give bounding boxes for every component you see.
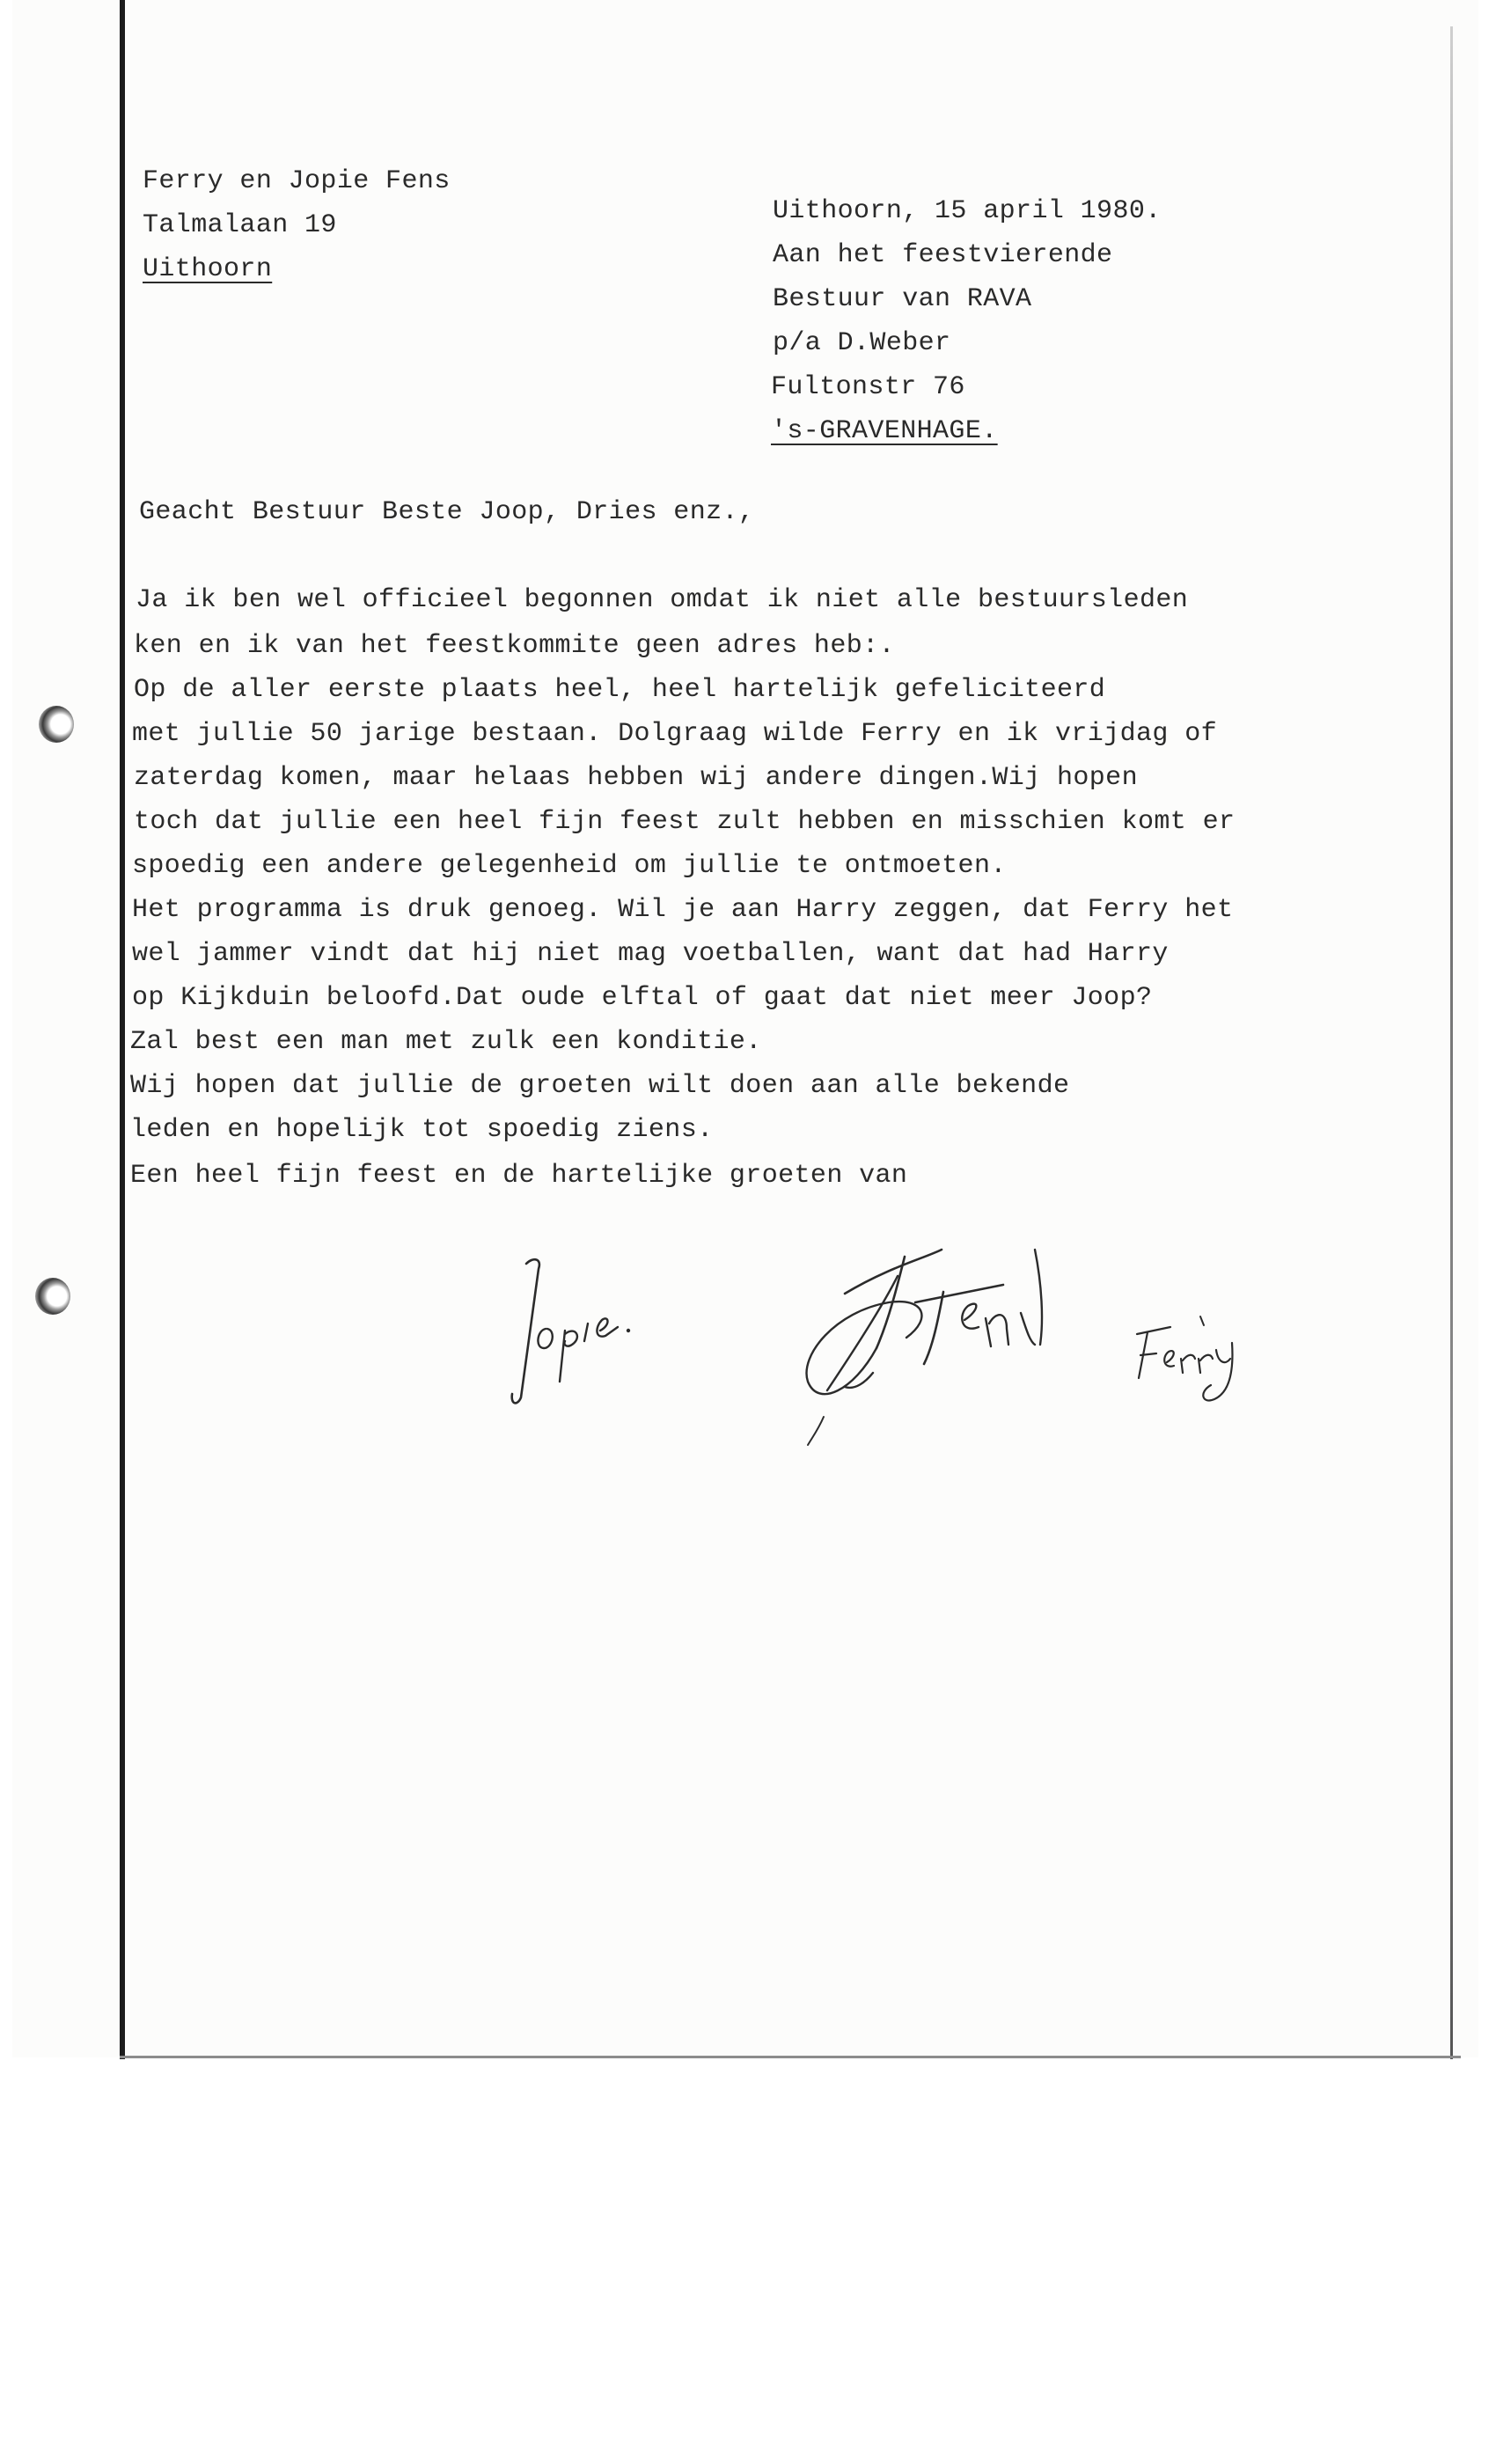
recipient-line-1: Aan het feestvierende <box>773 240 1113 270</box>
body-line: zaterdag komen, maar helaas hebben wij andere dingen.Wij hopen <box>134 763 1138 793</box>
body-line: Op de aller eerste plaats heel, heel hartelijk gefeliciteerd <box>134 675 1106 705</box>
recipient-city: 's-GRAVENHAGE. <box>771 416 998 446</box>
body-line: wel jammer vindt dat hij niet mag voetballen, want dat had Harry <box>132 939 1169 969</box>
body-line: met jullie 50 jarige bestaan. Dolgraag wilde Ferry en ik vrijdag of <box>132 719 1217 749</box>
date-line: Uithoorn, 15 april 1980. <box>773 196 1162 226</box>
signature-ferry-mark <box>792 1214 1126 1470</box>
sender-city: Uithoorn <box>143 254 273 284</box>
recipient-line-3: p/a D.Weber <box>773 328 951 358</box>
body-line: ken en ik van het feestkommite geen adres heb:. <box>134 631 895 661</box>
body-line: Het programma is druk genoeg. Wil je aan Harry zeggen, dat Ferry het <box>132 895 1234 925</box>
body-line: Wij hopen dat jullie de groeten wilt doen aan alle bekende <box>130 1071 1070 1101</box>
signature-ferry-note <box>1126 1308 1250 1413</box>
signature-jopie <box>502 1250 660 1426</box>
body-line: op Kijkduin beloofd.Dat oude elftal of gaat dat niet meer Joop? <box>132 983 1153 1013</box>
page-bottom-edge <box>120 2056 1461 2058</box>
body-line: spoedig een andere gelegenheid om jullie te ontmoeten. <box>132 851 1007 881</box>
sender-street: Talmalaan 19 <box>143 210 337 240</box>
binding-margin-line <box>120 0 125 2059</box>
punch-hole-bottom <box>35 1278 70 1315</box>
sender-name: Ferry en Jopie Fens <box>143 166 451 196</box>
salutation: Geacht Bestuur Beste Joop, Dries enz., <box>139 497 755 527</box>
body-line: leden en hopelijk tot spoedig ziens. <box>130 1115 714 1145</box>
page-right-edge <box>1450 26 1453 2059</box>
body-line: toch dat jullie een heel fijn feest zult hebben en misschien komt er <box>134 807 1236 837</box>
body-line: Een heel fijn feest en de hartelijke groeten van <box>130 1161 908 1191</box>
body-line: Ja ik ben wel officieel begonnen omdat ik niet alle bestuursleden <box>136 585 1189 615</box>
recipient-line-2: Bestuur van RAVA <box>773 284 1032 314</box>
body-line: Zal best een man met zulk een konditie. <box>130 1027 762 1057</box>
recipient-line-4: Fultonstr 76 <box>771 372 965 402</box>
punch-hole-top <box>39 706 74 743</box>
